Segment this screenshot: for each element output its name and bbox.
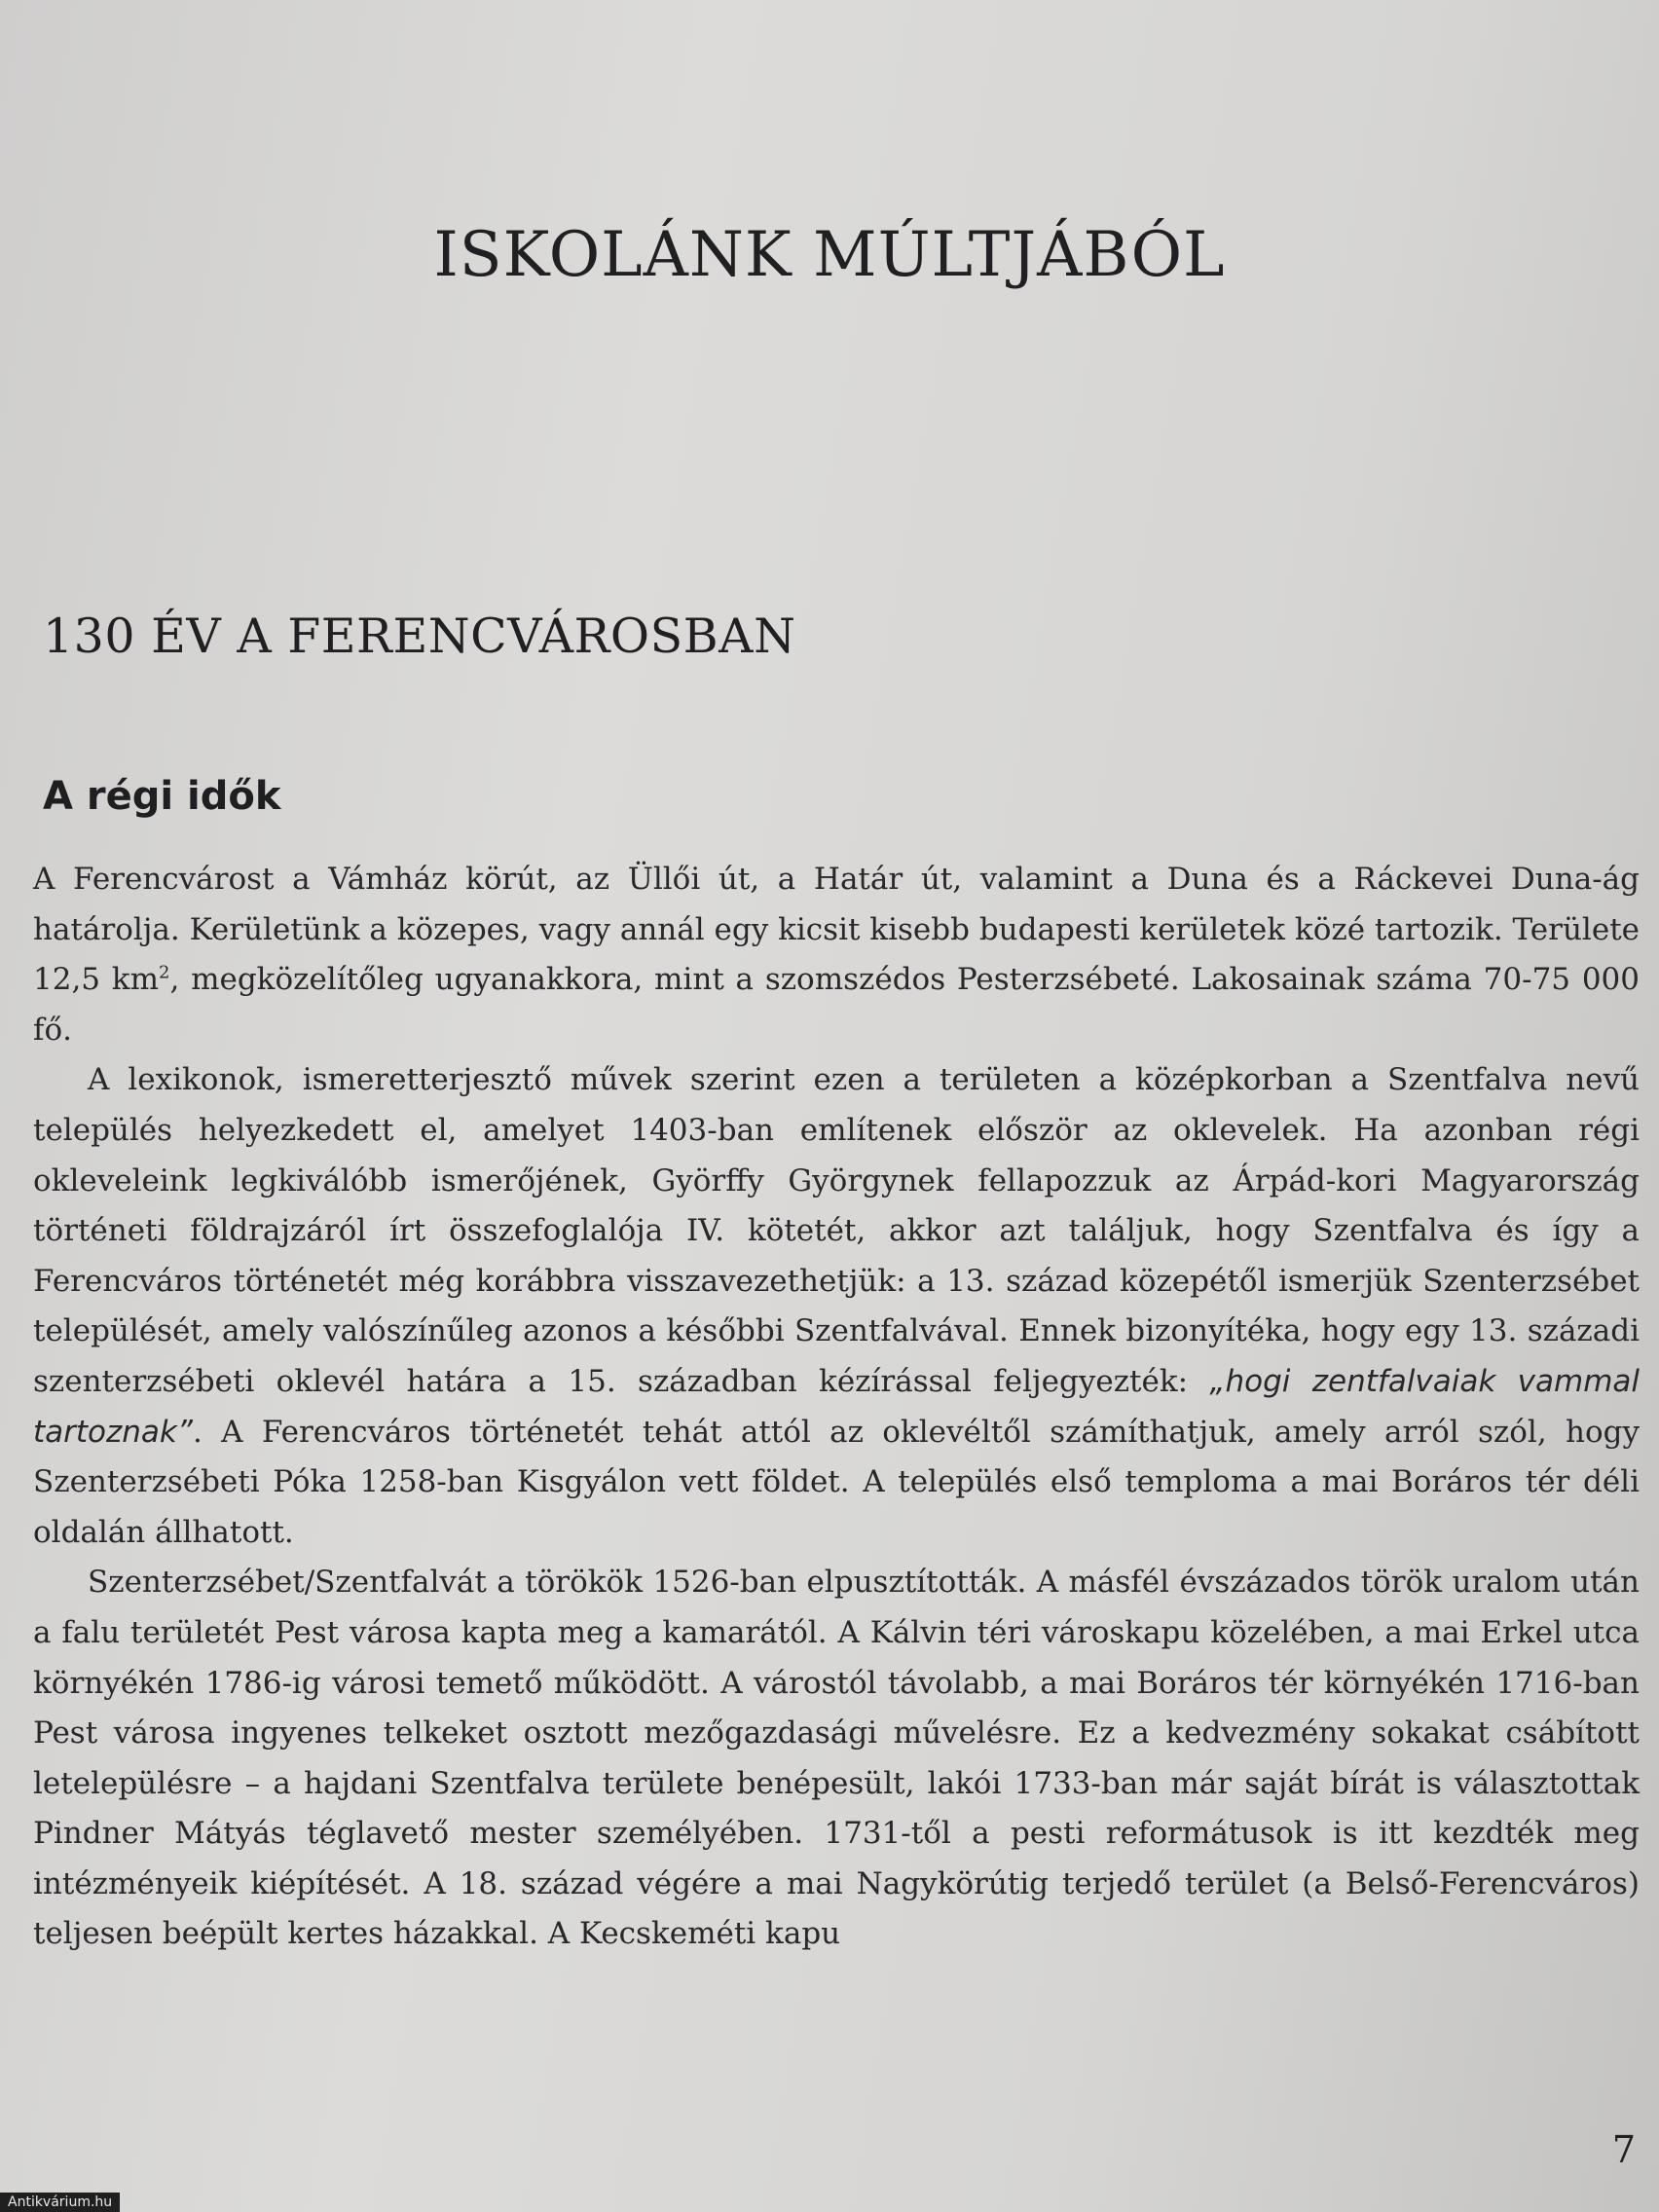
superscript: 2 [158,962,170,983]
paragraph-2-text-a: A lexikonok, ismeretterjesztő művek szerint ezen a területen a középkorban a Szentfalva nevű település helyezkedett el, amelyet 1403-ban említenek először az oklevelek. Ha azonban régi okleveleink legkiválóbb ismerőjének, Györffy Györgynek fellapozzuk az Árpád-kori Magyarország történeti földrajzáról írt összefoglalója IV. kötetét, akkor azt találjuk, hogy Szentfalva és így a Ferencváros történetét még korábbra visszavezethetjük: a 13. század közepétől ismerjük Szenterzsébet települését, amely valószínűleg azonos a későbbi Szentfalvával. Ennek bizonyítéka, hogy egy 13. századi szenterzsébeti oklevél határa a 15. században kézírással feljegyezték: [33,1062,1640,1399]
paragraph-1-text-b: , megközelítőleg ugyanakkora, mint a szomszédos Pesterzsébeté. Lakosainak száma 70-75 000 fő. [33,962,1640,1048]
body-text [33,855,1640,1960]
page-number: 7 [1611,2128,1636,2171]
show-through-texture [0,0,1659,876]
page-title: ISKOLÁNK MÚLTJÁBÓL [433,219,1226,291]
paragraph-2 [33,1055,1640,1558]
paragraph-1-text-a: A Ferencvárost a Vámház körút, az Üllői út, a Határ út, valamint a Duna és a Ráckevei Duna-ág határolja. Kerületünk a közepes, vagy annál egy kicsit kisebb budapesti kerületek közé tartozik. Területe 12,5 km [33,862,1640,998]
paragraph-2-text-b: . A Ferencváros történetét tehát attól az oklevéltől számíthatjuk, amely arról szól, hogy Szenterzsébeti Póka 1258-ban Kisgyálon vett földet. A település első temploma a mai Boráros tér déli oldalán állhatott. [33,1414,1640,1550]
subheading: A régi idők [43,774,281,819]
paragraph-3: Szenterzsébet/Szentfalvát a törökök 1526-ban elpusztították. A másfél évszázados török uralom után a falu területét Pest városa kapta meg a kamarától. A Kálvin téri városkapu közelében, a mai Erkel utca környékén 1786-ig városi temető működött. A várostól távolabb, a mai Boráros tér környékén 1716-ban Pest városa ingyenes telkeket osztott mezőgazdasági művelésre. Ez a kedvezmény sokakat csábított letelepülésre – a hajdani Szentfalva területe benépesült, lakói 1733-ban már saját bírát is választottak Pindner Mátyás téglavető mester személyében. 1731-től a pesti reformátusok is itt kezdték meg intézményeik kiépítését. A 18. század végére a mai Nagykörútig terjedő terület (a Belső-Ferencváros) teljesen beépült kertes házakkal. A Kecskeméti kapu [33,1565,1640,1952]
quotation: „hogi zentfalvaiak vammal tartoznak” [33,1363,1641,1450]
section-title: 130 ÉV A FERENCVÁROSBAN [43,608,796,664]
watermark: Antikvárium.hu [0,2193,120,2212]
paragraph-1 [33,855,1640,1055]
